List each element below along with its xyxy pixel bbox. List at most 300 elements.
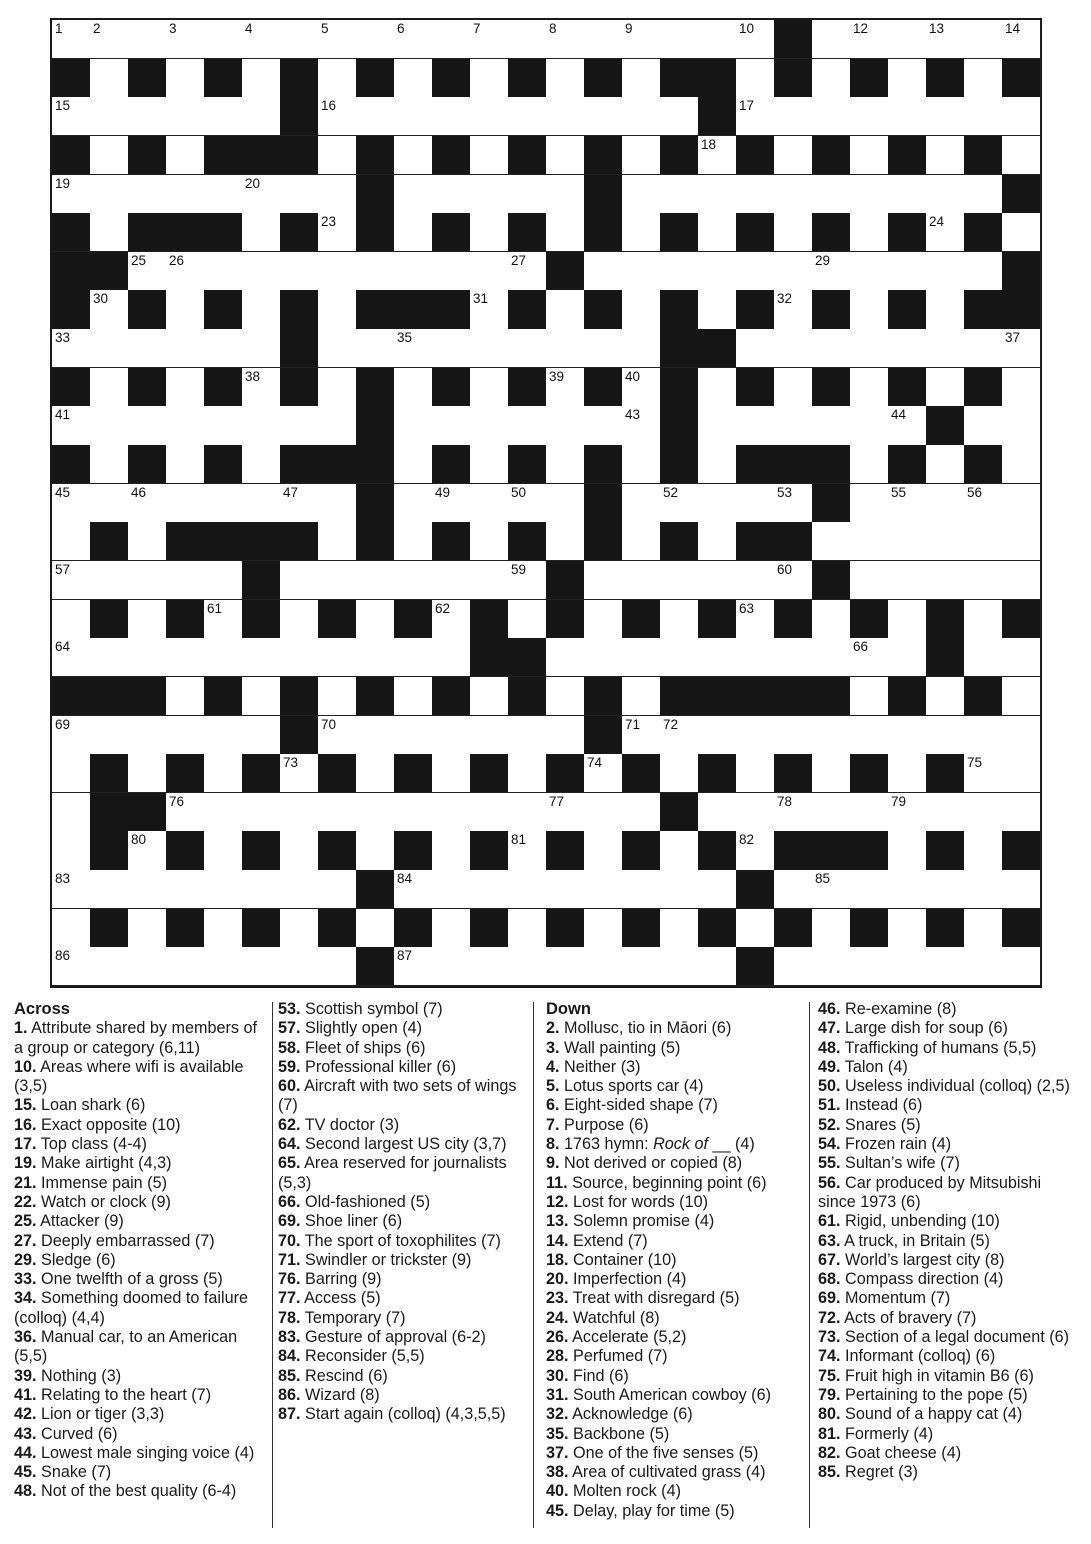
- grid-cell[interactable]: [850, 793, 889, 832]
- grid-cell[interactable]: [964, 947, 1003, 986]
- grid-cell[interactable]: [128, 870, 167, 909]
- grid-cell[interactable]: [280, 793, 319, 832]
- grid-cell[interactable]: [508, 175, 547, 214]
- grid-cell[interactable]: [394, 870, 433, 909]
- grid-cell[interactable]: [470, 522, 509, 561]
- grid-cell[interactable]: [850, 252, 889, 291]
- grid-cell[interactable]: [280, 754, 319, 793]
- grid-cell[interactable]: [850, 947, 889, 986]
- grid-cell[interactable]: [280, 947, 319, 986]
- grid-cell[interactable]: [166, 290, 205, 329]
- grid-cell[interactable]: [128, 754, 167, 793]
- grid-cell[interactable]: [242, 677, 281, 716]
- grid-cell[interactable]: [432, 175, 471, 214]
- grid-cell[interactable]: [166, 947, 205, 986]
- grid-cell[interactable]: [964, 754, 1003, 793]
- grid-cell[interactable]: [926, 368, 965, 407]
- grid-cell[interactable]: [888, 870, 927, 909]
- grid-cell[interactable]: [698, 793, 737, 832]
- grid-cell[interactable]: [622, 522, 661, 561]
- grid-cell[interactable]: [850, 561, 889, 600]
- grid-cell[interactable]: [774, 329, 813, 368]
- grid-cell[interactable]: [470, 870, 509, 909]
- grid-cell[interactable]: [356, 793, 395, 832]
- grid-cell[interactable]: [698, 290, 737, 329]
- grid-cell[interactable]: [128, 175, 167, 214]
- grid-cell[interactable]: [698, 175, 737, 214]
- grid-cell[interactable]: [736, 484, 775, 523]
- grid-cell[interactable]: [280, 406, 319, 445]
- grid-cell[interactable]: [546, 59, 585, 98]
- grid-cell[interactable]: [280, 20, 319, 59]
- grid-cell[interactable]: [280, 600, 319, 639]
- grid-cell[interactable]: [394, 793, 433, 832]
- grid-cell[interactable]: [660, 870, 699, 909]
- grid-cell[interactable]: [394, 484, 433, 523]
- grid-cell[interactable]: [546, 97, 585, 136]
- grid-cell[interactable]: [128, 252, 167, 291]
- grid-cell[interactable]: [52, 831, 91, 870]
- grid-cell[interactable]: [90, 213, 129, 252]
- grid-cell[interactable]: [90, 445, 129, 484]
- grid-cell[interactable]: [166, 136, 205, 175]
- grid-cell[interactable]: [204, 329, 243, 368]
- grid-cell[interactable]: [508, 716, 547, 755]
- grid-cell[interactable]: [242, 406, 281, 445]
- grid-cell[interactable]: [964, 793, 1003, 832]
- grid-cell[interactable]: [660, 754, 699, 793]
- grid-cell[interactable]: [926, 329, 965, 368]
- grid-cell[interactable]: [1002, 368, 1041, 407]
- grid-cell[interactable]: [812, 175, 851, 214]
- grid-cell[interactable]: [52, 947, 91, 986]
- grid-cell[interactable]: [470, 406, 509, 445]
- grid-cell[interactable]: [280, 638, 319, 677]
- grid-cell[interactable]: [90, 947, 129, 986]
- grid-cell[interactable]: [166, 484, 205, 523]
- grid-cell[interactable]: [318, 870, 357, 909]
- grid-cell[interactable]: [888, 561, 927, 600]
- grid-cell[interactable]: [774, 213, 813, 252]
- grid-cell[interactable]: [698, 561, 737, 600]
- grid-cell[interactable]: [546, 522, 585, 561]
- grid-cell[interactable]: [508, 909, 547, 948]
- grid-cell[interactable]: [394, 445, 433, 484]
- grid-cell[interactable]: [204, 97, 243, 136]
- grid-cell[interactable]: [1002, 754, 1041, 793]
- grid-cell[interactable]: [508, 406, 547, 445]
- grid-cell[interactable]: [546, 445, 585, 484]
- grid-cell[interactable]: [204, 20, 243, 59]
- grid-cell[interactable]: [280, 561, 319, 600]
- grid-cell[interactable]: [1002, 136, 1041, 175]
- grid-cell[interactable]: [394, 677, 433, 716]
- grid-cell[interactable]: [698, 136, 737, 175]
- grid-cell[interactable]: [90, 638, 129, 677]
- grid-cell[interactable]: [622, 368, 661, 407]
- grid-cell[interactable]: [470, 290, 509, 329]
- grid-cell[interactable]: [90, 290, 129, 329]
- grid-cell[interactable]: [1002, 638, 1041, 677]
- grid-cell[interactable]: [812, 754, 851, 793]
- grid-cell[interactable]: [926, 522, 965, 561]
- grid-cell[interactable]: [166, 793, 205, 832]
- grid-cell[interactable]: [736, 97, 775, 136]
- grid-cell[interactable]: [242, 445, 281, 484]
- grid-cell[interactable]: [812, 793, 851, 832]
- grid-cell[interactable]: [622, 484, 661, 523]
- grid-cell[interactable]: [888, 252, 927, 291]
- grid-cell[interactable]: [698, 870, 737, 909]
- grid-cell[interactable]: [318, 290, 357, 329]
- grid-cell[interactable]: [166, 329, 205, 368]
- grid-cell[interactable]: [926, 20, 965, 59]
- grid-cell[interactable]: [242, 175, 281, 214]
- grid-cell[interactable]: [166, 406, 205, 445]
- grid-cell[interactable]: [964, 97, 1003, 136]
- grid-cell[interactable]: [660, 947, 699, 986]
- grid-cell[interactable]: [242, 213, 281, 252]
- grid-cell[interactable]: [584, 831, 623, 870]
- grid-cell[interactable]: [850, 716, 889, 755]
- grid-cell[interactable]: [584, 754, 623, 793]
- grid-cell[interactable]: [1002, 561, 1041, 600]
- grid-cell[interactable]: [622, 716, 661, 755]
- grid-cell[interactable]: [546, 638, 585, 677]
- grid-cell[interactable]: [394, 213, 433, 252]
- grid-cell[interactable]: [432, 406, 471, 445]
- grid-cell[interactable]: [166, 677, 205, 716]
- grid-cell[interactable]: [318, 97, 357, 136]
- grid-cell[interactable]: [812, 59, 851, 98]
- grid-cell[interactable]: [128, 909, 167, 948]
- grid-cell[interactable]: [926, 677, 965, 716]
- grid-cell[interactable]: [432, 638, 471, 677]
- grid-cell[interactable]: [128, 638, 167, 677]
- grid-cell[interactable]: [432, 870, 471, 909]
- grid-cell[interactable]: [204, 600, 243, 639]
- grid-cell[interactable]: [432, 20, 471, 59]
- grid-cell[interactable]: [204, 947, 243, 986]
- grid-cell[interactable]: [926, 290, 965, 329]
- grid-cell[interactable]: [774, 484, 813, 523]
- grid-cell[interactable]: [888, 909, 927, 948]
- grid-cell[interactable]: [1002, 213, 1041, 252]
- grid-cell[interactable]: [584, 252, 623, 291]
- grid-cell[interactable]: [318, 484, 357, 523]
- grid-cell[interactable]: [926, 561, 965, 600]
- grid-cell[interactable]: [356, 831, 395, 870]
- grid-cell[interactable]: [52, 638, 91, 677]
- grid-cell[interactable]: [128, 329, 167, 368]
- grid-cell[interactable]: [90, 716, 129, 755]
- grid-cell[interactable]: [926, 252, 965, 291]
- grid-cell[interactable]: [52, 97, 91, 136]
- grid-cell[interactable]: [926, 793, 965, 832]
- grid-cell[interactable]: [584, 20, 623, 59]
- grid-cell[interactable]: [204, 754, 243, 793]
- grid-cell[interactable]: [850, 20, 889, 59]
- grid-cell[interactable]: [52, 909, 91, 948]
- grid-cell[interactable]: [1002, 484, 1041, 523]
- grid-cell[interactable]: [318, 59, 357, 98]
- grid-cell[interactable]: [926, 213, 965, 252]
- grid-cell[interactable]: [812, 947, 851, 986]
- grid-cell[interactable]: [1002, 870, 1041, 909]
- grid-cell[interactable]: [1002, 677, 1041, 716]
- grid-cell[interactable]: [964, 638, 1003, 677]
- grid-cell[interactable]: [508, 793, 547, 832]
- grid-cell[interactable]: [546, 368, 585, 407]
- grid-cell[interactable]: [204, 175, 243, 214]
- grid-cell[interactable]: [52, 870, 91, 909]
- grid-cell[interactable]: [774, 793, 813, 832]
- grid-cell[interactable]: [926, 175, 965, 214]
- grid-cell[interactable]: [888, 638, 927, 677]
- grid-cell[interactable]: [432, 793, 471, 832]
- grid-cell[interactable]: [470, 793, 509, 832]
- grid-cell[interactable]: [964, 20, 1003, 59]
- grid-cell[interactable]: [90, 484, 129, 523]
- grid-cell[interactable]: [660, 831, 699, 870]
- grid-cell[interactable]: [242, 290, 281, 329]
- grid-cell[interactable]: [926, 484, 965, 523]
- grid-cell[interactable]: [318, 368, 357, 407]
- grid-cell[interactable]: [166, 59, 205, 98]
- grid-cell[interactable]: [736, 831, 775, 870]
- grid-cell[interactable]: [356, 97, 395, 136]
- grid-cell[interactable]: [812, 406, 851, 445]
- grid-cell[interactable]: [318, 252, 357, 291]
- grid-cell[interactable]: [660, 97, 699, 136]
- grid-cell[interactable]: [508, 97, 547, 136]
- grid-cell[interactable]: [318, 329, 357, 368]
- grid-cell[interactable]: [546, 290, 585, 329]
- grid-cell[interactable]: [166, 445, 205, 484]
- grid-cell[interactable]: [774, 136, 813, 175]
- grid-cell[interactable]: [166, 368, 205, 407]
- grid-cell[interactable]: [508, 561, 547, 600]
- grid-cell[interactable]: [774, 561, 813, 600]
- grid-cell[interactable]: [698, 947, 737, 986]
- grid-cell[interactable]: [622, 870, 661, 909]
- grid-cell[interactable]: [204, 831, 243, 870]
- grid-cell[interactable]: [432, 716, 471, 755]
- grid-cell[interactable]: [242, 252, 281, 291]
- grid-cell[interactable]: [508, 870, 547, 909]
- grid-cell[interactable]: [394, 175, 433, 214]
- grid-cell[interactable]: [128, 561, 167, 600]
- grid-cell[interactable]: [546, 793, 585, 832]
- grid-cell[interactable]: [888, 947, 927, 986]
- grid-cell[interactable]: [698, 368, 737, 407]
- grid-cell[interactable]: [546, 175, 585, 214]
- grid-cell[interactable]: [888, 600, 927, 639]
- grid-cell[interactable]: [90, 561, 129, 600]
- grid-cell[interactable]: [356, 252, 395, 291]
- grid-cell[interactable]: [698, 213, 737, 252]
- grid-cell[interactable]: [52, 793, 91, 832]
- grid-cell[interactable]: [128, 20, 167, 59]
- grid-cell[interactable]: [128, 831, 167, 870]
- grid-cell[interactable]: [698, 406, 737, 445]
- grid-cell[interactable]: [1002, 522, 1041, 561]
- grid-cell[interactable]: [926, 445, 965, 484]
- grid-cell[interactable]: [964, 870, 1003, 909]
- grid-cell[interactable]: [470, 175, 509, 214]
- grid-cell[interactable]: [356, 909, 395, 948]
- grid-cell[interactable]: [394, 136, 433, 175]
- grid-cell[interactable]: [508, 754, 547, 793]
- grid-cell[interactable]: [280, 175, 319, 214]
- grid-cell[interactable]: [356, 20, 395, 59]
- grid-cell[interactable]: [660, 561, 699, 600]
- grid-cell[interactable]: [90, 329, 129, 368]
- grid-cell[interactable]: [850, 290, 889, 329]
- grid-cell[interactable]: [432, 484, 471, 523]
- grid-cell[interactable]: [280, 831, 319, 870]
- grid-cell[interactable]: [242, 329, 281, 368]
- grid-cell[interactable]: [90, 97, 129, 136]
- grid-cell[interactable]: [318, 716, 357, 755]
- grid-cell[interactable]: [318, 793, 357, 832]
- grid-cell[interactable]: [166, 716, 205, 755]
- grid-cell[interactable]: [964, 59, 1003, 98]
- grid-cell[interactable]: [774, 290, 813, 329]
- grid-cell[interactable]: [812, 522, 851, 561]
- grid-cell[interactable]: [584, 329, 623, 368]
- grid-cell[interactable]: [546, 20, 585, 59]
- grid-cell[interactable]: [242, 870, 281, 909]
- grid-cell[interactable]: [622, 136, 661, 175]
- grid-cell[interactable]: [1002, 406, 1041, 445]
- grid-cell[interactable]: [1002, 947, 1041, 986]
- grid-cell[interactable]: [736, 406, 775, 445]
- grid-cell[interactable]: [812, 97, 851, 136]
- grid-cell[interactable]: [546, 406, 585, 445]
- grid-cell[interactable]: [470, 368, 509, 407]
- grid-cell[interactable]: [90, 175, 129, 214]
- grid-cell[interactable]: [128, 600, 167, 639]
- grid-cell[interactable]: [850, 329, 889, 368]
- grid-cell[interactable]: [964, 406, 1003, 445]
- grid-cell[interactable]: [926, 870, 965, 909]
- grid-cell[interactable]: [470, 445, 509, 484]
- grid-cell[interactable]: [356, 638, 395, 677]
- grid-cell[interactable]: [508, 831, 547, 870]
- grid-cell[interactable]: [774, 406, 813, 445]
- grid-cell[interactable]: [432, 947, 471, 986]
- grid-cell[interactable]: [242, 20, 281, 59]
- grid-cell[interactable]: [584, 909, 623, 948]
- grid-cell[interactable]: [470, 716, 509, 755]
- grid-cell[interactable]: [584, 870, 623, 909]
- grid-cell[interactable]: [52, 561, 91, 600]
- grid-cell[interactable]: [660, 716, 699, 755]
- grid-cell[interactable]: [1002, 716, 1041, 755]
- grid-cell[interactable]: [736, 638, 775, 677]
- grid-cell[interactable]: [622, 59, 661, 98]
- grid-cell[interactable]: [850, 870, 889, 909]
- grid-cell[interactable]: [584, 600, 623, 639]
- grid-cell[interactable]: [964, 252, 1003, 291]
- grid-cell[interactable]: [318, 561, 357, 600]
- grid-cell[interactable]: [964, 175, 1003, 214]
- grid-cell[interactable]: [432, 909, 471, 948]
- grid-cell[interactable]: [736, 754, 775, 793]
- grid-cell[interactable]: [964, 831, 1003, 870]
- grid-cell[interactable]: [736, 561, 775, 600]
- grid-cell[interactable]: [432, 252, 471, 291]
- grid-cell[interactable]: [204, 716, 243, 755]
- grid-cell[interactable]: [888, 329, 927, 368]
- grid-cell[interactable]: [394, 97, 433, 136]
- grid-cell[interactable]: [90, 368, 129, 407]
- grid-cell[interactable]: [964, 561, 1003, 600]
- grid-cell[interactable]: [546, 870, 585, 909]
- grid-cell[interactable]: [774, 947, 813, 986]
- grid-cell[interactable]: [546, 947, 585, 986]
- grid-cell[interactable]: [356, 329, 395, 368]
- grid-cell[interactable]: [394, 252, 433, 291]
- grid-cell[interactable]: [1002, 793, 1041, 832]
- grid-cell[interactable]: [736, 20, 775, 59]
- grid-cell[interactable]: [736, 329, 775, 368]
- grid-cell[interactable]: [964, 522, 1003, 561]
- grid-cell[interactable]: [242, 97, 281, 136]
- grid-cell[interactable]: [660, 20, 699, 59]
- grid-cell[interactable]: [432, 754, 471, 793]
- grid-cell[interactable]: [850, 522, 889, 561]
- grid-cell[interactable]: [90, 59, 129, 98]
- grid-cell[interactable]: [622, 213, 661, 252]
- grid-cell[interactable]: [736, 175, 775, 214]
- grid-cell[interactable]: [394, 561, 433, 600]
- grid-cell[interactable]: [318, 20, 357, 59]
- grid-cell[interactable]: [698, 716, 737, 755]
- grid-cell[interactable]: [850, 136, 889, 175]
- grid-cell[interactable]: [242, 59, 281, 98]
- grid-cell[interactable]: [508, 484, 547, 523]
- grid-cell[interactable]: [356, 600, 395, 639]
- grid-cell[interactable]: [812, 638, 851, 677]
- grid-cell[interactable]: [90, 406, 129, 445]
- grid-cell[interactable]: [774, 175, 813, 214]
- grid-cell[interactable]: [242, 793, 281, 832]
- grid-cell[interactable]: [242, 638, 281, 677]
- grid-cell[interactable]: [698, 20, 737, 59]
- grid-cell[interactable]: [584, 638, 623, 677]
- grid-cell[interactable]: [1002, 329, 1041, 368]
- grid-cell[interactable]: [52, 329, 91, 368]
- grid-cell[interactable]: [166, 252, 205, 291]
- grid-cell[interactable]: [204, 909, 243, 948]
- grid-cell[interactable]: [584, 947, 623, 986]
- grid-cell[interactable]: [888, 97, 927, 136]
- grid-cell[interactable]: [318, 136, 357, 175]
- grid-cell[interactable]: [166, 97, 205, 136]
- grid-cell[interactable]: [394, 406, 433, 445]
- grid-cell[interactable]: [128, 97, 167, 136]
- grid-cell[interactable]: [736, 909, 775, 948]
- grid-cell[interactable]: [850, 97, 889, 136]
- grid-cell[interactable]: [242, 947, 281, 986]
- grid-cell[interactable]: [812, 252, 851, 291]
- grid-cell[interactable]: [432, 561, 471, 600]
- grid-cell[interactable]: [394, 716, 433, 755]
- grid-cell[interactable]: [280, 909, 319, 948]
- grid-cell[interactable]: [622, 445, 661, 484]
